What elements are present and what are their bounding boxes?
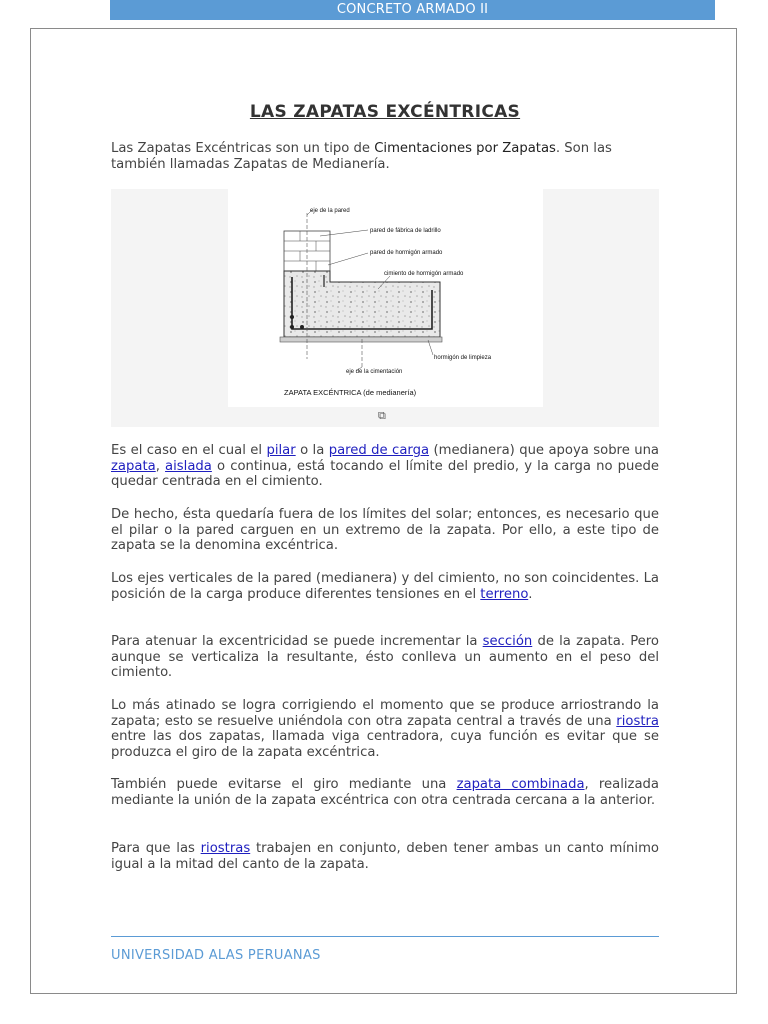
p1-text-5: o continua, está tocando el límite del predio, y la carga no puede quedar centrada en el cimiento.	[111, 458, 659, 490]
link-riostra[interactable]: riostra	[616, 713, 659, 729]
p4-text-2: de la zapata. Pero aunque se verticaliza la resultante, ésto conlleva un aumento en el peso del cimiento.	[111, 634, 659, 681]
label-eje-pared: eje de la pared	[310, 208, 350, 214]
footer-university: UNIVERSIDAD ALAS PERUANAS	[111, 948, 321, 963]
p6-text-1: También puede evitarse el giro mediante una	[111, 777, 457, 792]
paragraph-4	[111, 634, 659, 681]
link-terreno[interactable]: terreno	[480, 586, 529, 602]
p7-text-1: Para que las	[111, 841, 201, 856]
link-zapata[interactable]: zapata	[111, 458, 156, 474]
footing-shape	[284, 271, 440, 337]
label-cimiento: cimiento de hormigón armado	[384, 271, 464, 277]
header-course-title: CONCRETO ARMADO II	[110, 0, 715, 20]
link-riostras[interactable]: riostras	[200, 841, 251, 856]
p6-text-2: , realizada mediante la unión de la zapata excéntrica con otra centrada cercana a la anterior.	[111, 777, 659, 808]
p4-text-1: Para atenuar la excentricidad se puede incrementar la	[111, 634, 483, 649]
p3-text-2: .	[528, 586, 533, 602]
paragraph-1	[111, 443, 659, 490]
link-pared-de-carga[interactable]: pared de carga	[328, 443, 430, 458]
p5-text-2: entre las dos zapatas, llamada viga centradora, cuya función es evitar que se produzca el giro de la zapata excéntrica.	[111, 729, 659, 761]
expand-image-icon[interactable]: ⧉	[378, 409, 386, 422]
link-pilar[interactable]: pilar	[266, 443, 296, 458]
figure-caption: ZAPATA EXCÉNTRICA (de medianería)	[284, 388, 417, 397]
p5-text-1: Lo más atinado se logra corrigiendo el momento que se produce arriostrando la zapata; esto se resuelve uniéndola con otra zapata central a través de una	[111, 698, 659, 729]
link-zapata-combinada[interactable]: zapata combinada	[456, 777, 585, 792]
paragraph-2: De hecho, ésta quedaría fuera de los límites del solar; entonces, es necesario que el pilar o la pared carguen en un extremo de la zapata. Por ello, a este tipo de zapata se la denomina excéntrica.	[111, 507, 659, 554]
label-eje-cimentacion: eje de la cimentación	[346, 369, 403, 375]
p1-text-2: o la	[295, 443, 329, 458]
intro-paragraph	[111, 141, 659, 172]
intro-text-after: . Son las también llamadas Zapatas de Medianería.	[111, 141, 612, 172]
p1-text-3: (medianera) que apoya sobre una	[429, 443, 660, 458]
zapata-diagram-image	[228, 189, 543, 407]
lean-concrete-layer	[280, 337, 442, 342]
footer-divider	[111, 936, 659, 937]
paragraph-5	[111, 698, 659, 761]
link-seccion[interactable]: sección	[482, 634, 533, 649]
label-hormigon-armado: pared de hormigón armado	[370, 250, 443, 256]
paragraph-3	[111, 571, 659, 602]
intro-strong: Cimentaciones por Zapatas	[374, 141, 556, 156]
label-limpieza: hormigón de limpieza	[434, 355, 492, 361]
figure-container	[111, 189, 659, 427]
p3-text-1: Los ejes verticales de la pared (medianera) y del cimiento, no son coincidentes. La posición de la carga produce diferentes tensiones en el	[111, 571, 659, 602]
p1-text-4: ,	[155, 458, 166, 474]
page-title: LAS ZAPATAS EXCÉNTRICAS	[249, 102, 521, 122]
p1-text-1: Es el caso en el cual el	[111, 443, 267, 458]
link-aislada[interactable]: aislada	[165, 458, 212, 474]
paragraph-6	[111, 777, 659, 808]
zapata-diagram	[228, 189, 543, 407]
intro-text-before: Las Zapatas Excéntricas son un tipo de	[111, 141, 375, 156]
document-page	[30, 28, 737, 994]
paragraph-7	[111, 841, 659, 872]
label-fabrica: pared de fábrica de ladrillo	[370, 228, 441, 234]
p7-text-2: trabajen en conjunto, deben tener ambas un canto mínimo igual a la mitad del canto de la zapata.	[111, 841, 659, 872]
